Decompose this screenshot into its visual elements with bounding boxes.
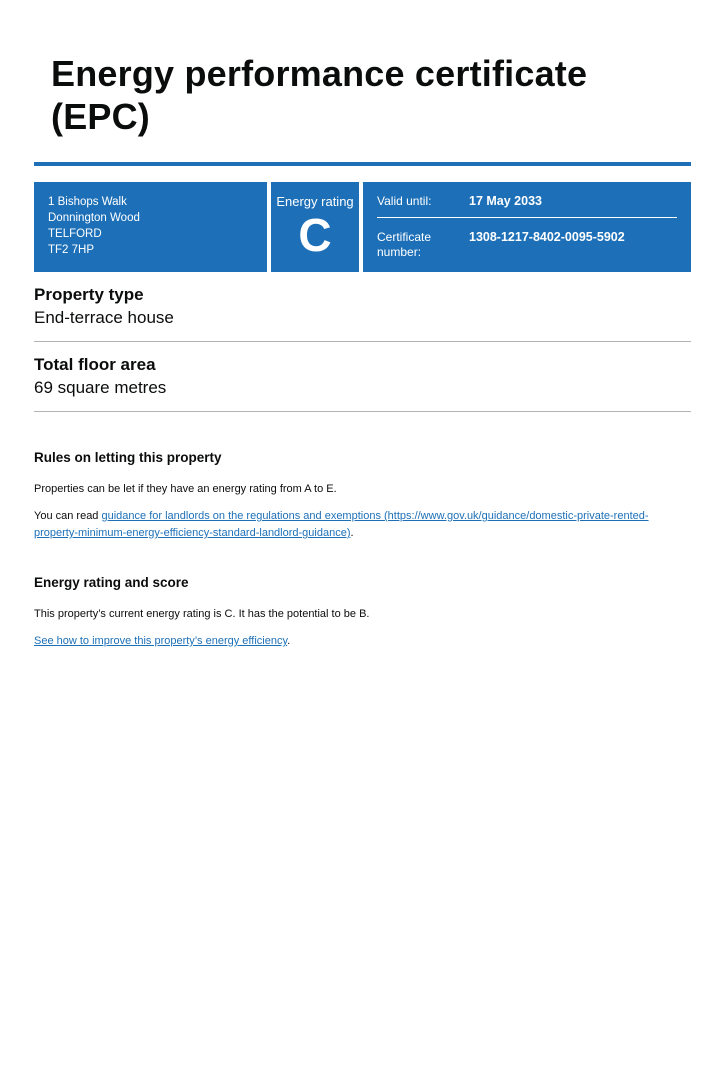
letting-rules-heading: Rules on letting this property [34,450,222,465]
energy-rating-label: Energy rating [276,194,354,209]
certificate-summary-banner [34,182,691,272]
certificate-number-row [377,230,677,260]
property-address-box [34,182,267,272]
letting-rules-guidance-para [34,508,684,542]
energy-rating-score-section [34,574,691,650]
total-floor-area-value: 69 square metres [34,378,167,397]
guidance-text-prefix: You can read [34,510,102,522]
page-title-line2: (EPC) [51,96,150,137]
property-type-value: End-terrace house [34,308,174,327]
property-type-label: Property type [34,285,144,304]
address-line-3: TELFORD [48,228,102,240]
total-floor-area-label: Total floor area [34,355,156,374]
address-line-2: Donnington Wood [48,212,140,224]
address-line-1: 1 Bishops Walk [48,196,127,208]
fact-divider [34,411,691,412]
certificate-number-label: Certificate number: [377,230,432,259]
energy-rating-box [271,182,359,272]
improve-efficiency-suffix: . [287,635,291,647]
energy-rating-score-heading: Energy rating and score [34,575,189,590]
improve-efficiency-para [34,633,684,650]
address-line-4: TF2 7HP [48,244,95,256]
validity-divider [377,217,677,218]
valid-until-value: 17 May 2033 [469,194,542,208]
valid-until-label: Valid until: [377,194,432,208]
energy-rating-value: C [298,209,332,261]
fact-divider [34,341,691,342]
improve-efficiency-link[interactable]: See how to improve this property’s energy efficiency [34,635,288,647]
total-floor-area-fact [34,355,691,412]
certificate-number-value: 1308-1217-8402-0095-5902 [469,230,625,244]
page-title [51,52,691,138]
valid-until-row [377,194,677,209]
validity-box [363,182,691,272]
letting-rules-intro: Properties can be let if they have an energy rating from A to E. [34,483,337,495]
guidance-text-suffix: . [350,527,354,539]
epc-document-page [0,52,725,650]
letting-rules-section [34,449,691,542]
property-type-fact [34,285,691,342]
landlord-guidance-link[interactable]: guidance for landlords on the regulations and exemptions (https://www.gov.uk/guidance/domestic-private-rented-property-minimum-energy-efficiency-standard-landlord-guidance) [34,510,649,539]
title-divider-rule [34,162,691,166]
energy-rating-summary: This property’s current energy rating is C. It has the potential to be B. [34,608,370,620]
page-title-line1: Energy performance certificate [51,53,588,94]
